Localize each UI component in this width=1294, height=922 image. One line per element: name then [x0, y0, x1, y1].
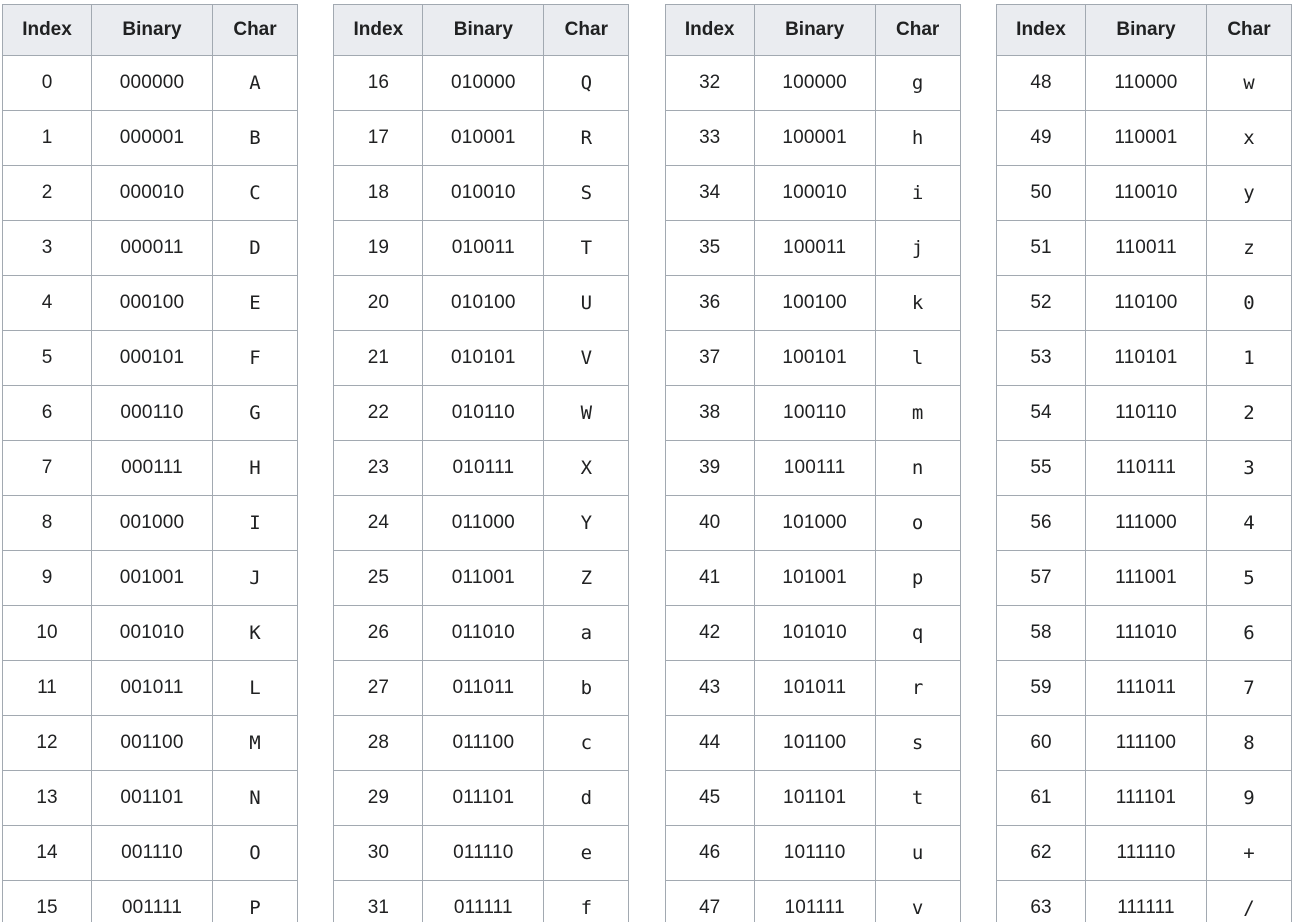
table-row — [3, 826, 298, 881]
cell-char: T — [544, 221, 629, 276]
table-row — [665, 441, 960, 496]
cell-char: A — [213, 56, 298, 111]
cell-char: p — [875, 551, 960, 606]
column-header-binary: Binary — [92, 5, 213, 56]
cell-index: 5 — [3, 331, 92, 386]
cell-binary: 101000 — [754, 496, 875, 551]
cell-char: u — [875, 826, 960, 881]
base64-table-1 — [333, 4, 629, 922]
table-row — [996, 441, 1291, 496]
cell-char: O — [213, 826, 298, 881]
cell-binary: 100100 — [754, 276, 875, 331]
table-row — [665, 881, 960, 922]
table-row — [665, 276, 960, 331]
table-row — [3, 331, 298, 386]
cell-binary: 100010 — [754, 166, 875, 221]
cell-binary: 101010 — [754, 606, 875, 661]
cell-binary: 011101 — [423, 771, 544, 826]
table-row — [334, 331, 629, 386]
cell-binary: 010110 — [423, 386, 544, 441]
table-row — [3, 56, 298, 111]
cell-index: 49 — [996, 111, 1085, 166]
column-header-index: Index — [334, 5, 423, 56]
cell-binary: 000100 — [92, 276, 213, 331]
table-header-row — [996, 5, 1291, 56]
cell-binary: 110111 — [1085, 441, 1206, 496]
cell-binary: 110000 — [1085, 56, 1206, 111]
cell-index: 15 — [3, 881, 92, 922]
cell-char: P — [213, 881, 298, 922]
cell-index: 43 — [665, 661, 754, 716]
cell-index: 32 — [665, 56, 754, 111]
cell-index: 20 — [334, 276, 423, 331]
cell-char: v — [875, 881, 960, 922]
column-header-char: Char — [1206, 5, 1291, 56]
table-block-2 — [665, 4, 961, 922]
cell-char: D — [213, 221, 298, 276]
table-row — [996, 496, 1291, 551]
cell-index: 59 — [996, 661, 1085, 716]
table-head-3 — [996, 5, 1291, 56]
table-header-row — [334, 5, 629, 56]
cell-binary: 000001 — [92, 111, 213, 166]
cell-char: F — [213, 331, 298, 386]
table-row — [3, 881, 298, 922]
cell-char: 2 — [1206, 386, 1291, 441]
cell-char: Z — [544, 551, 629, 606]
table-row — [3, 221, 298, 276]
cell-binary: 011111 — [423, 881, 544, 922]
cell-char: 4 — [1206, 496, 1291, 551]
cell-index: 4 — [3, 276, 92, 331]
cell-index: 13 — [3, 771, 92, 826]
cell-index: 35 — [665, 221, 754, 276]
table-row — [996, 881, 1291, 922]
cell-index: 51 — [996, 221, 1085, 276]
table-row — [334, 716, 629, 771]
cell-binary: 010100 — [423, 276, 544, 331]
cell-char: o — [875, 496, 960, 551]
table-row — [3, 386, 298, 441]
cell-index: 33 — [665, 111, 754, 166]
cell-char: a — [544, 606, 629, 661]
cell-binary: 010010 — [423, 166, 544, 221]
table-header-row — [665, 5, 960, 56]
table-row — [3, 551, 298, 606]
table-row — [334, 771, 629, 826]
cell-char: l — [875, 331, 960, 386]
cell-index: 19 — [334, 221, 423, 276]
table-row — [665, 606, 960, 661]
cell-char: G — [213, 386, 298, 441]
cell-index: 62 — [996, 826, 1085, 881]
cell-index: 0 — [3, 56, 92, 111]
cell-char: + — [1206, 826, 1291, 881]
cell-binary: 110011 — [1085, 221, 1206, 276]
cell-char: i — [875, 166, 960, 221]
cell-char: H — [213, 441, 298, 496]
cell-index: 7 — [3, 441, 92, 496]
cell-index: 10 — [3, 606, 92, 661]
cell-index: 12 — [3, 716, 92, 771]
column-header-char: Char — [544, 5, 629, 56]
base64-table-2 — [665, 4, 961, 922]
cell-binary: 001110 — [92, 826, 213, 881]
cell-char: Q — [544, 56, 629, 111]
cell-binary: 110010 — [1085, 166, 1206, 221]
table-row — [665, 661, 960, 716]
cell-char: U — [544, 276, 629, 331]
cell-index: 17 — [334, 111, 423, 166]
cell-index: 45 — [665, 771, 754, 826]
table-body-2 — [665, 56, 960, 922]
cell-char: j — [875, 221, 960, 276]
cell-index: 31 — [334, 881, 423, 922]
cell-char: 6 — [1206, 606, 1291, 661]
table-row — [334, 276, 629, 331]
cell-index: 24 — [334, 496, 423, 551]
cell-char: Y — [544, 496, 629, 551]
table-row — [334, 221, 629, 276]
cell-index: 47 — [665, 881, 754, 922]
cell-binary: 011000 — [423, 496, 544, 551]
cell-binary: 111101 — [1085, 771, 1206, 826]
cell-char: r — [875, 661, 960, 716]
table-row — [3, 441, 298, 496]
cell-index: 9 — [3, 551, 92, 606]
cell-index: 58 — [996, 606, 1085, 661]
cell-index: 46 — [665, 826, 754, 881]
column-header-char: Char — [213, 5, 298, 56]
table-row — [996, 826, 1291, 881]
cell-char: K — [213, 606, 298, 661]
cell-char: 9 — [1206, 771, 1291, 826]
cell-char: L — [213, 661, 298, 716]
cell-index: 8 — [3, 496, 92, 551]
table-row — [334, 661, 629, 716]
cell-char: x — [1206, 111, 1291, 166]
table-row — [334, 386, 629, 441]
cell-binary: 000000 — [92, 56, 213, 111]
cell-binary: 111011 — [1085, 661, 1206, 716]
cell-char: R — [544, 111, 629, 166]
table-block-1 — [333, 4, 629, 922]
cell-index: 16 — [334, 56, 423, 111]
table-block-3 — [996, 4, 1292, 922]
cell-binary: 011110 — [423, 826, 544, 881]
table-row — [665, 166, 960, 221]
cell-char: z — [1206, 221, 1291, 276]
cell-binary: 000110 — [92, 386, 213, 441]
table-row — [334, 496, 629, 551]
table-row — [665, 386, 960, 441]
cell-index: 29 — [334, 771, 423, 826]
cell-char: B — [213, 111, 298, 166]
cell-char: y — [1206, 166, 1291, 221]
cell-index: 18 — [334, 166, 423, 221]
table-row — [665, 551, 960, 606]
cell-binary: 100110 — [754, 386, 875, 441]
table-row — [3, 661, 298, 716]
base64-table-0 — [2, 4, 298, 922]
cell-index: 30 — [334, 826, 423, 881]
cell-index: 55 — [996, 441, 1085, 496]
cell-index: 52 — [996, 276, 1085, 331]
cell-binary: 010011 — [423, 221, 544, 276]
cell-binary: 111000 — [1085, 496, 1206, 551]
cell-char: S — [544, 166, 629, 221]
table-row — [3, 771, 298, 826]
cell-char: J — [213, 551, 298, 606]
column-header-index: Index — [3, 5, 92, 56]
cell-index: 1 — [3, 111, 92, 166]
cell-index: 63 — [996, 881, 1085, 922]
cell-index: 56 — [996, 496, 1085, 551]
cell-char: I — [213, 496, 298, 551]
cell-index: 11 — [3, 661, 92, 716]
cell-char: n — [875, 441, 960, 496]
cell-index: 3 — [3, 221, 92, 276]
cell-binary: 101110 — [754, 826, 875, 881]
table-row — [996, 606, 1291, 661]
table-row — [334, 551, 629, 606]
cell-index: 42 — [665, 606, 754, 661]
cell-index: 57 — [996, 551, 1085, 606]
table-row — [996, 111, 1291, 166]
cell-binary: 011001 — [423, 551, 544, 606]
cell-index: 22 — [334, 386, 423, 441]
table-head-2 — [665, 5, 960, 56]
column-header-binary: Binary — [754, 5, 875, 56]
table-head-1 — [334, 5, 629, 56]
cell-char: 5 — [1206, 551, 1291, 606]
cell-char: g — [875, 56, 960, 111]
cell-char: 3 — [1206, 441, 1291, 496]
cell-index: 53 — [996, 331, 1085, 386]
table-row — [3, 166, 298, 221]
cell-index: 61 — [996, 771, 1085, 826]
cell-binary: 000111 — [92, 441, 213, 496]
table-row — [334, 881, 629, 922]
table-body-3 — [996, 56, 1291, 922]
cell-binary: 001100 — [92, 716, 213, 771]
cell-binary: 100111 — [754, 441, 875, 496]
cell-index: 54 — [996, 386, 1085, 441]
cell-char: b — [544, 661, 629, 716]
column-header-index: Index — [665, 5, 754, 56]
cell-index: 38 — [665, 386, 754, 441]
cell-char: E — [213, 276, 298, 331]
table-row — [665, 221, 960, 276]
cell-binary: 011100 — [423, 716, 544, 771]
cell-binary: 011011 — [423, 661, 544, 716]
cell-char: q — [875, 606, 960, 661]
cell-binary: 001101 — [92, 771, 213, 826]
cell-binary: 111111 — [1085, 881, 1206, 922]
cell-binary: 100000 — [754, 56, 875, 111]
table-row — [996, 716, 1291, 771]
cell-index: 44 — [665, 716, 754, 771]
cell-binary: 110110 — [1085, 386, 1206, 441]
cell-binary: 011010 — [423, 606, 544, 661]
table-row — [334, 166, 629, 221]
table-row — [334, 606, 629, 661]
cell-binary: 100101 — [754, 331, 875, 386]
cell-char: t — [875, 771, 960, 826]
table-row — [3, 606, 298, 661]
cell-binary: 111100 — [1085, 716, 1206, 771]
cell-index: 2 — [3, 166, 92, 221]
cell-index: 40 — [665, 496, 754, 551]
cell-index: 60 — [996, 716, 1085, 771]
cell-index: 50 — [996, 166, 1085, 221]
cell-binary: 111010 — [1085, 606, 1206, 661]
cell-binary: 001011 — [92, 661, 213, 716]
cell-char: c — [544, 716, 629, 771]
cell-binary: 010111 — [423, 441, 544, 496]
table-row — [996, 551, 1291, 606]
table-block-0 — [2, 4, 298, 922]
cell-char: M — [213, 716, 298, 771]
cell-binary: 001111 — [92, 881, 213, 922]
cell-char: W — [544, 386, 629, 441]
cell-binary: 010000 — [423, 56, 544, 111]
table-row — [996, 276, 1291, 331]
cell-binary: 101011 — [754, 661, 875, 716]
table-row — [334, 56, 629, 111]
table-row — [334, 826, 629, 881]
cell-char: h — [875, 111, 960, 166]
cell-index: 39 — [665, 441, 754, 496]
cell-char: V — [544, 331, 629, 386]
cell-binary: 000101 — [92, 331, 213, 386]
cell-binary: 110001 — [1085, 111, 1206, 166]
table-row — [996, 386, 1291, 441]
cell-char: f — [544, 881, 629, 922]
cell-char: d — [544, 771, 629, 826]
cell-index: 37 — [665, 331, 754, 386]
cell-index: 36 — [665, 276, 754, 331]
column-header-binary: Binary — [423, 5, 544, 56]
table-row — [665, 56, 960, 111]
cell-binary: 110101 — [1085, 331, 1206, 386]
table-row — [665, 826, 960, 881]
base64-table-3 — [996, 4, 1292, 922]
cell-index: 28 — [334, 716, 423, 771]
table-header-row — [3, 5, 298, 56]
table-row — [665, 496, 960, 551]
cell-char: w — [1206, 56, 1291, 111]
table-row — [996, 56, 1291, 111]
cell-char: e — [544, 826, 629, 881]
table-body-0 — [3, 56, 298, 922]
cell-index: 21 — [334, 331, 423, 386]
cell-index: 23 — [334, 441, 423, 496]
table-row — [665, 771, 960, 826]
table-row — [665, 111, 960, 166]
cell-char: N — [213, 771, 298, 826]
cell-index: 14 — [3, 826, 92, 881]
column-header-index: Index — [996, 5, 1085, 56]
cell-binary: 111110 — [1085, 826, 1206, 881]
cell-binary: 010101 — [423, 331, 544, 386]
cell-binary: 001010 — [92, 606, 213, 661]
table-row — [3, 716, 298, 771]
cell-char: 1 — [1206, 331, 1291, 386]
cell-binary: 000010 — [92, 166, 213, 221]
table-row — [665, 716, 960, 771]
column-header-binary: Binary — [1085, 5, 1206, 56]
cell-char: k — [875, 276, 960, 331]
table-row — [334, 441, 629, 496]
cell-binary: 001000 — [92, 496, 213, 551]
cell-char: 0 — [1206, 276, 1291, 331]
cell-binary: 000011 — [92, 221, 213, 276]
cell-char: C — [213, 166, 298, 221]
table-row — [3, 276, 298, 331]
cell-index: 48 — [996, 56, 1085, 111]
cell-char: 8 — [1206, 716, 1291, 771]
cell-index: 26 — [334, 606, 423, 661]
cell-binary: 101101 — [754, 771, 875, 826]
cell-index: 27 — [334, 661, 423, 716]
cell-binary: 100001 — [754, 111, 875, 166]
cell-binary: 101001 — [754, 551, 875, 606]
table-row — [3, 496, 298, 551]
table-row — [996, 771, 1291, 826]
table-head-0 — [3, 5, 298, 56]
table-row — [996, 331, 1291, 386]
cell-index: 25 — [334, 551, 423, 606]
table-row — [996, 661, 1291, 716]
cell-char: / — [1206, 881, 1291, 922]
cell-binary: 100011 — [754, 221, 875, 276]
table-row — [334, 111, 629, 166]
table-row — [665, 331, 960, 386]
cell-binary: 001001 — [92, 551, 213, 606]
cell-binary: 111001 — [1085, 551, 1206, 606]
cell-index: 6 — [3, 386, 92, 441]
cell-char: 7 — [1206, 661, 1291, 716]
cell-index: 41 — [665, 551, 754, 606]
cell-char: X — [544, 441, 629, 496]
cell-char: m — [875, 386, 960, 441]
cell-binary: 101111 — [754, 881, 875, 922]
cell-char: s — [875, 716, 960, 771]
cell-binary: 110100 — [1085, 276, 1206, 331]
cell-index: 34 — [665, 166, 754, 221]
column-header-char: Char — [875, 5, 960, 56]
table-row — [996, 166, 1291, 221]
table-row — [3, 111, 298, 166]
cell-binary: 010001 — [423, 111, 544, 166]
table-row — [996, 221, 1291, 276]
table-body-1 — [334, 56, 629, 922]
cell-binary: 101100 — [754, 716, 875, 771]
